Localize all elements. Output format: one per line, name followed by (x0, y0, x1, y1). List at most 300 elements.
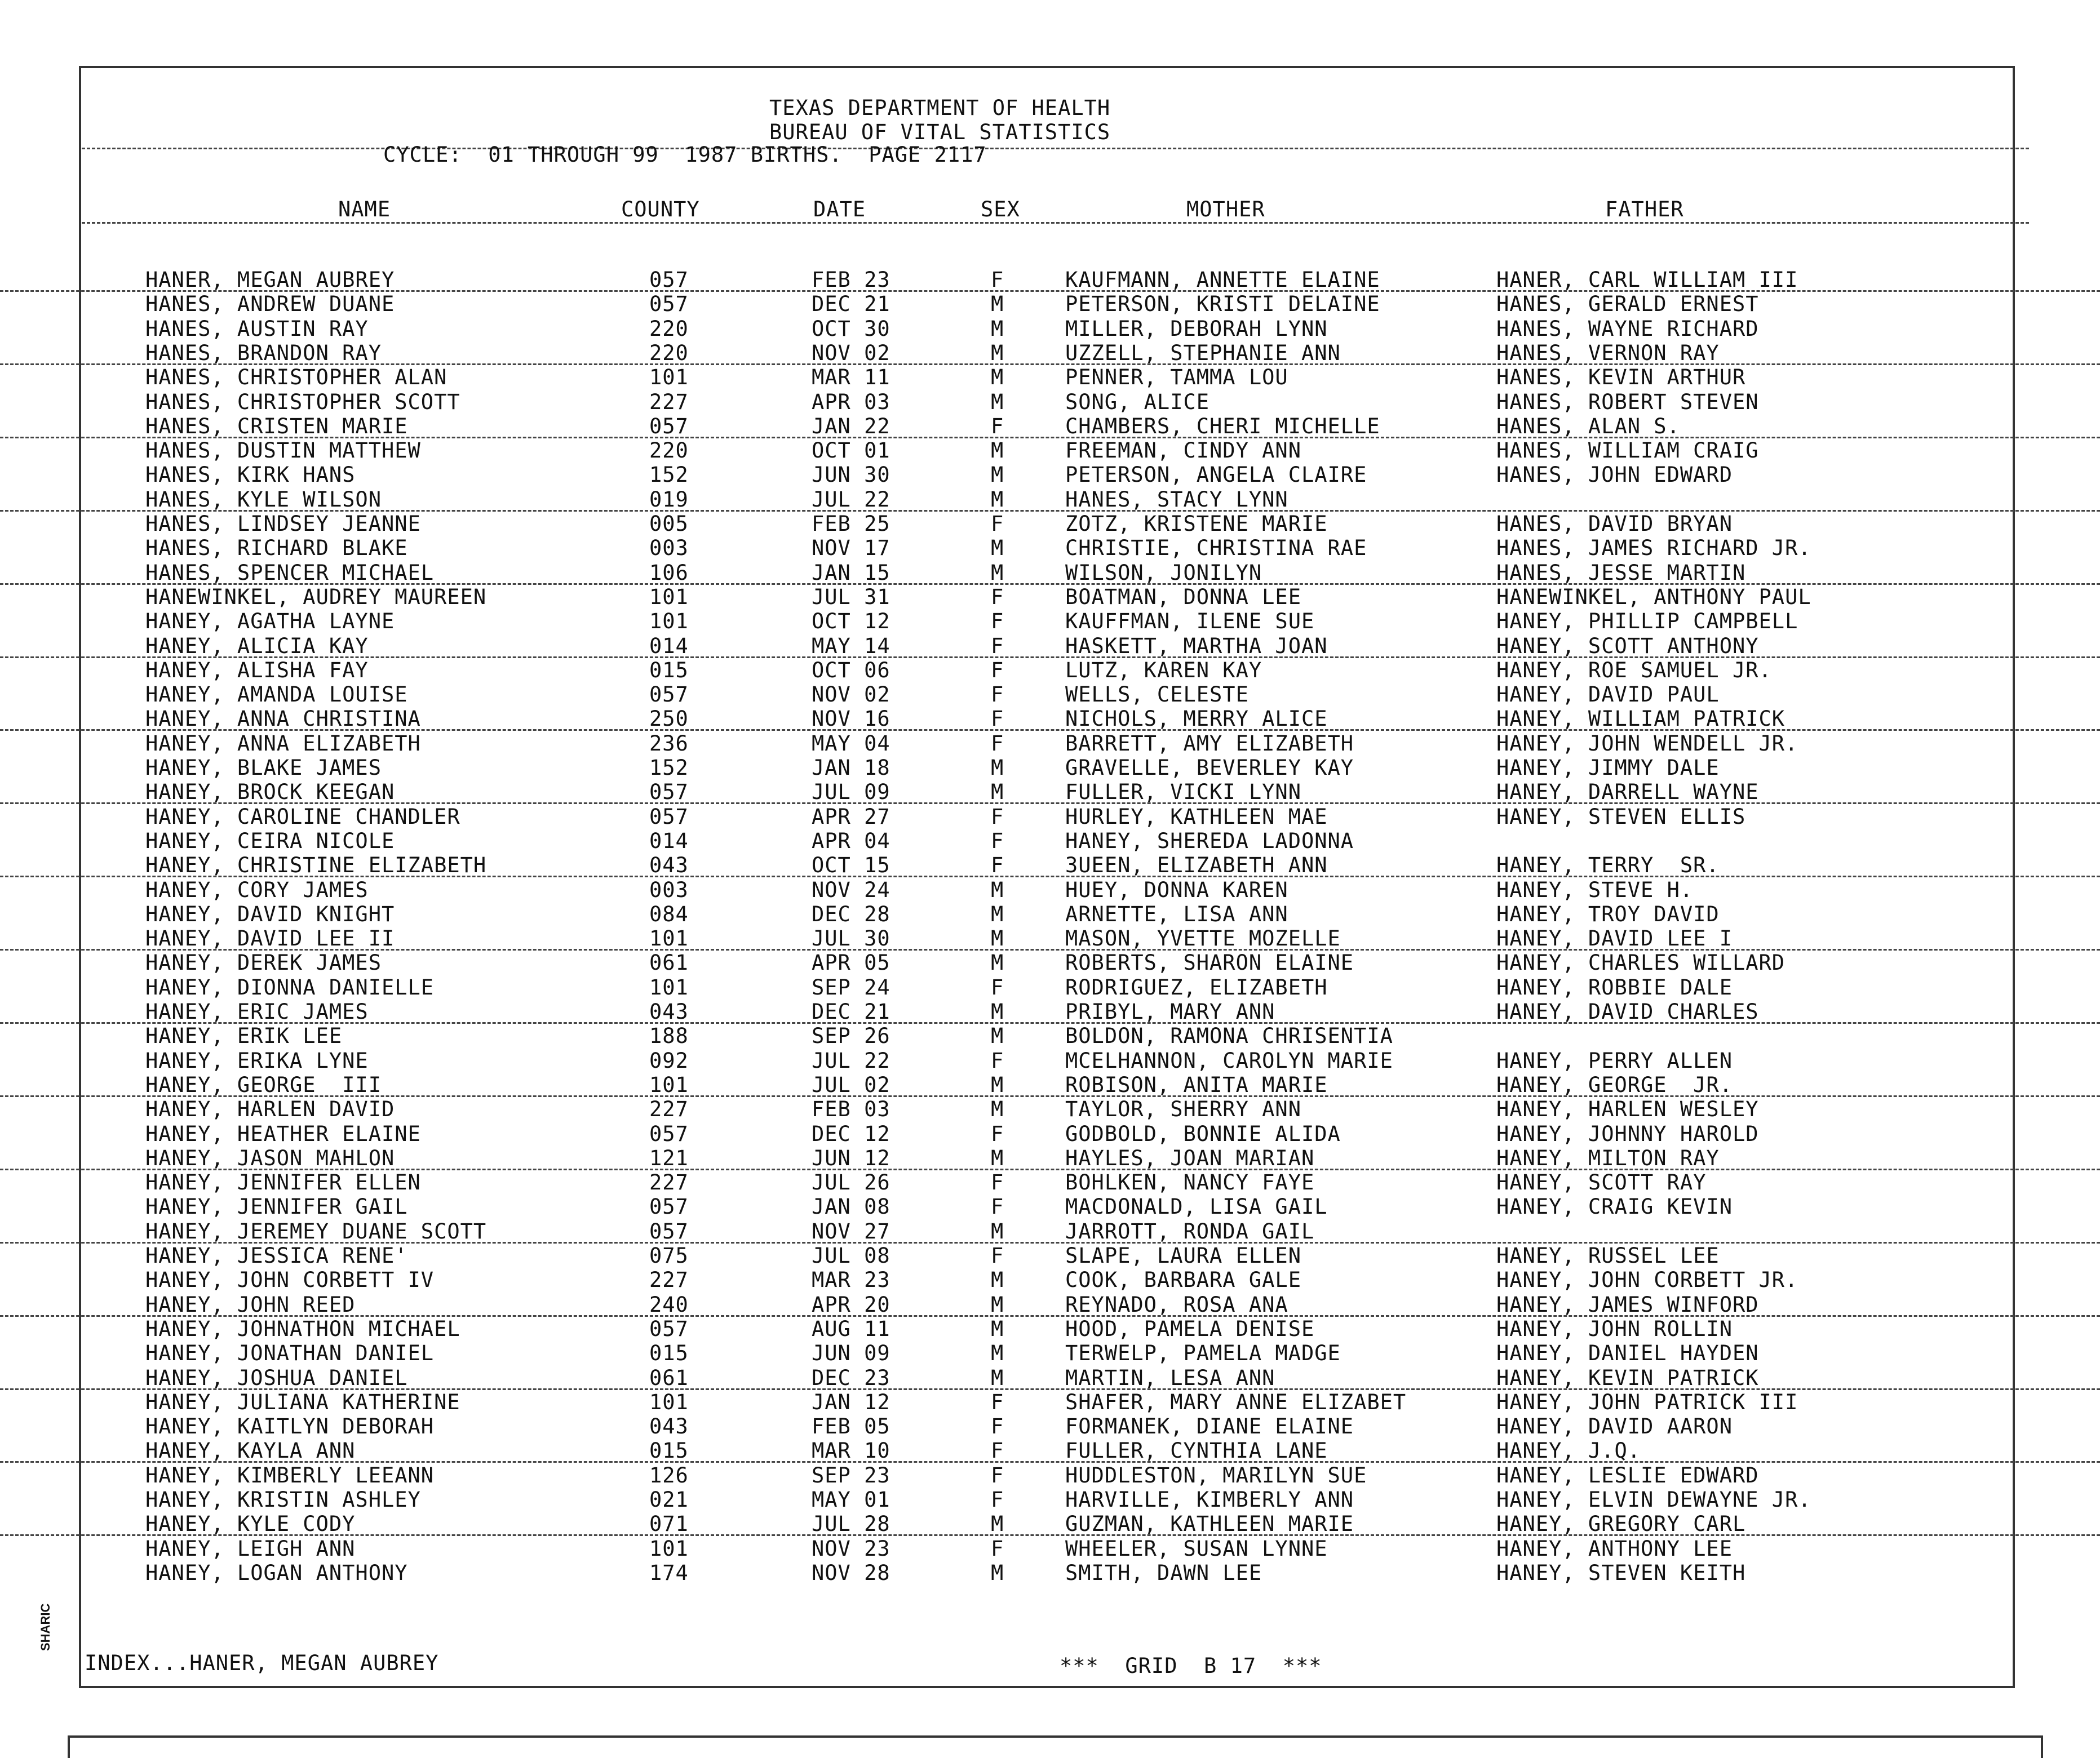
cell-name: HANEY, ERIKA LYNE (145, 1048, 369, 1073)
cell-county: 057 (649, 780, 689, 805)
cell-father: HANEY, ANTHONY LEE (1496, 1536, 1733, 1561)
table-row (0, 1439, 2100, 1463)
table-row (0, 951, 2100, 975)
cell-county: 057 (649, 1121, 689, 1146)
cell-sex: F (991, 512, 1004, 536)
cell-sex: M (991, 1316, 1004, 1341)
cell-mother: PETERSON, KRISTI DELAINE (1065, 292, 1380, 317)
cell-county: 220 (649, 340, 689, 365)
cycle-line: CYCLE: 01 THROUGH 99 1987 BIRTHS. PAGE 2117 (383, 143, 987, 167)
cell-county: 227 (649, 1097, 689, 1122)
cell-sex: F (991, 853, 1004, 878)
cell-county: 014 (649, 633, 689, 658)
cell-county: 101 (649, 365, 689, 390)
cell-father: HANES, KEVIN ARTHUR (1496, 365, 1746, 390)
cell-date: OCT 06 (812, 658, 890, 682)
col-header-father: FATHER (1605, 197, 1684, 221)
cell-county: 101 (649, 584, 689, 609)
index-line: INDEX...HANER, MEGAN AUBREY (85, 1651, 439, 1675)
table-row (0, 780, 2100, 804)
cell-name: HANEY, BLAKE JAMES (145, 756, 382, 780)
cell-county: 043 (649, 1414, 689, 1439)
cell-county: 250 (649, 707, 689, 731)
cell-father: HANES, ALAN S. (1496, 414, 1680, 438)
cell-county: 084 (649, 902, 689, 926)
cell-sex: M (991, 487, 1004, 512)
cell-father: HANEY, MILTON RAY (1496, 1146, 1720, 1170)
cell-county: 057 (649, 682, 689, 707)
cell-name: HANEY, ERIC JAMES (145, 1000, 369, 1024)
cell-date: NOV 02 (812, 682, 890, 707)
cell-name: HANEY, AMANDA LOUISE (145, 682, 408, 707)
table-row (0, 1366, 2100, 1390)
cell-sex: M (991, 877, 1004, 902)
cell-mother: 3UEEN, ELIZABETH ANN (1065, 853, 1328, 878)
cell-sex: F (991, 1048, 1004, 1073)
cell-father: HANEY, DAVID CHARLES (1496, 1000, 1759, 1024)
col-header-sex: SEX (981, 197, 1020, 221)
cell-name: HANEWINKEL, AUDREY MAUREEN (145, 584, 487, 609)
cell-date: JAN 22 (812, 414, 890, 438)
table-row (0, 731, 2100, 756)
table-row (0, 365, 2100, 389)
cell-sex: F (991, 658, 1004, 682)
cell-sex: F (991, 731, 1004, 756)
cell-mother: FORMANEK, DIANE ELAINE (1065, 1414, 1354, 1439)
cell-father: HANEY, ROBBIE DALE (1496, 975, 1733, 1000)
table-row (0, 902, 2100, 926)
cell-date: JUL 31 (812, 584, 890, 609)
cell-father: HANEY, JAMES WINFORD (1496, 1292, 1759, 1317)
cell-mother: CHRISTIE, CHRISTINA RAE (1065, 536, 1367, 561)
cell-name: HANES, CHRISTOPHER SCOTT (145, 389, 460, 414)
cell-date: JAN 08 (812, 1195, 890, 1219)
cell-name: HANEY, LOGAN ANTHONY (145, 1560, 408, 1585)
table-row (0, 1537, 2100, 1561)
table-row (0, 658, 2100, 682)
cell-sex: F (991, 414, 1004, 438)
cell-date: JUL 08 (812, 1244, 890, 1268)
cell-mother: SHAFER, MARY ANNE ELIZABET (1065, 1389, 1407, 1414)
cell-county: 057 (649, 414, 689, 438)
table-row (0, 463, 2100, 487)
cell-father: HANEY, DAVID AARON (1496, 1414, 1733, 1439)
table-row (0, 317, 2100, 341)
table-row (0, 1049, 2100, 1073)
cell-mother: HURLEY, KATHLEEN MAE (1065, 804, 1328, 829)
cell-sex: M (991, 292, 1004, 317)
cell-county: 014 (649, 828, 689, 853)
cell-date: OCT 01 (812, 438, 890, 463)
cell-date: APR 20 (812, 1292, 890, 1317)
cell-mother: MACDONALD, LISA GAIL (1065, 1195, 1328, 1219)
cell-name: HANEY, LEIGH ANN (145, 1536, 356, 1561)
cell-mother: FREEMAN, CINDY ANN (1065, 438, 1301, 463)
cell-date: APR 04 (812, 828, 890, 853)
cell-mother: ROBISON, ANITA MARIE (1065, 1072, 1328, 1097)
cell-name: HANES, ANDREW DUANE (145, 292, 395, 317)
table-row (0, 585, 2100, 609)
cell-name: HANEY, DAVID KNIGHT (145, 902, 395, 926)
cell-sex: M (991, 1072, 1004, 1097)
cell-date: JUL 22 (812, 487, 890, 512)
cell-date: NOV 24 (812, 877, 890, 902)
cell-name: HANEY, JENNIFER ELLEN (145, 1170, 421, 1195)
cell-name: HANES, SPENCER MICHAEL (145, 560, 435, 585)
table-row (0, 1170, 2100, 1195)
cell-date: FEB 23 (812, 268, 890, 292)
cell-sex: M (991, 389, 1004, 414)
cell-date: DEC 21 (812, 1000, 890, 1024)
cell-date: SEP 24 (812, 975, 890, 1000)
cell-father: HANEY, JOHN CORBETT JR. (1496, 1268, 1798, 1293)
cell-name: HANES, CHRISTOPHER ALAN (145, 365, 448, 390)
cell-name: HANEY, JESSICA RENE' (145, 1244, 408, 1268)
cell-mother: SONG, ALICE (1065, 389, 1210, 414)
cell-sex: M (991, 1146, 1004, 1170)
table-row (0, 1317, 2100, 1341)
cell-name: HANEY, KRISTIN ASHLEY (145, 1488, 421, 1512)
cell-name: HANEY, ALISHA FAY (145, 658, 369, 682)
cell-father: HANEY, TROY DAVID (1496, 902, 1720, 926)
cell-date: AUG 11 (812, 1316, 890, 1341)
table-row (0, 1341, 2100, 1365)
table-row (0, 292, 2100, 316)
cell-mother: PETERSON, ANGELA CLAIRE (1065, 463, 1367, 487)
cell-mother: PRIBYL, MARY ANN (1065, 1000, 1275, 1024)
cell-county: 015 (649, 658, 689, 682)
cell-date: JUN 30 (812, 463, 890, 487)
cell-date: JUL 22 (812, 1048, 890, 1073)
cell-sex: M (991, 340, 1004, 365)
cell-county: 003 (649, 877, 689, 902)
cell-county: 227 (649, 1268, 689, 1293)
cell-name: HANEY, DAVID LEE II (145, 926, 395, 951)
cell-sex: M (991, 1219, 1004, 1244)
cell-father: HANEY, CHARLES WILLARD (1496, 951, 1786, 975)
cell-father: HANEY, ELVIN DEWAYNE JR. (1496, 1488, 1811, 1512)
cell-name: HANER, MEGAN AUBREY (145, 268, 395, 292)
cell-date: OCT 15 (812, 853, 890, 878)
cell-mother: HANEY, SHEREDA LADONNA (1065, 828, 1354, 853)
cell-sex: M (991, 756, 1004, 780)
cell-sex: M (991, 1512, 1004, 1537)
cell-county: 043 (649, 1000, 689, 1024)
cell-date: DEC 28 (812, 902, 890, 926)
cell-name: HANEY, KAITLYN DEBORAH (145, 1414, 435, 1439)
table-row (0, 756, 2100, 780)
table-row (0, 1488, 2100, 1512)
cell-mother: ROBERTS, SHARON ELAINE (1065, 951, 1354, 975)
cell-date: MAY 14 (812, 633, 890, 658)
cell-mother: HASKETT, MARTHA JOAN (1065, 633, 1328, 658)
cell-mother: WELLS, CELESTE (1065, 682, 1249, 707)
cell-date: DEC 21 (812, 292, 890, 317)
cell-date: NOV 16 (812, 707, 890, 731)
table-row (0, 1268, 2100, 1292)
table-row (0, 341, 2100, 365)
cell-date: SEP 26 (812, 1024, 890, 1049)
cell-father: HANEY, LESLIE EDWARD (1496, 1463, 1759, 1488)
cell-father: HANEY, STEVE H. (1496, 877, 1694, 902)
cell-date: MAY 04 (812, 731, 890, 756)
cell-sex: F (991, 707, 1004, 731)
cell-name: HANES, DUSTIN MATTHEW (145, 438, 421, 463)
table-row (0, 1244, 2100, 1268)
cell-mother: WILSON, JONILYN (1065, 560, 1262, 585)
col-header-date: DATE (813, 197, 866, 221)
table-row (0, 1146, 2100, 1170)
cell-date: MAR 11 (812, 365, 890, 390)
cell-sex: M (991, 1365, 1004, 1390)
table-row (0, 1293, 2100, 1317)
col-header-county: COUNTY (621, 197, 700, 221)
cell-father: HANES, JESSE MARTIN (1496, 560, 1746, 585)
cell-father: HANES, WILLIAM CRAIG (1496, 438, 1759, 463)
cell-father: HANES, ROBERT STEVEN (1496, 389, 1759, 414)
cell-county: 101 (649, 1072, 689, 1097)
cell-mother: TERWELP, PAMELA MADGE (1065, 1341, 1341, 1366)
cell-sex: F (991, 1195, 1004, 1219)
cell-name: HANEY, JOHNATHON MICHAEL (145, 1316, 460, 1341)
table-row (0, 1000, 2100, 1024)
col-header-name: NAME (338, 197, 391, 221)
cell-county: 015 (649, 1439, 689, 1463)
cell-father: HANEY, PERRY ALLEN (1496, 1048, 1733, 1073)
cell-date: JUN 12 (812, 1146, 890, 1170)
table-row (0, 487, 2100, 512)
cell-name: HANES, RICHARD BLAKE (145, 536, 408, 561)
cell-mother: LUTZ, KAREN KAY (1065, 658, 1262, 682)
cell-sex: F (991, 584, 1004, 609)
cell-father: HANEY, PHILLIP CAMPBELL (1496, 609, 1798, 634)
table-row (0, 438, 2100, 463)
cell-county: 057 (649, 1219, 689, 1244)
cell-sex: F (991, 1488, 1004, 1512)
cell-date: NOV 23 (812, 1536, 890, 1561)
cell-name: HANEY, CORY JAMES (145, 877, 369, 902)
cell-name: HANEY, GEORGE III (145, 1072, 382, 1097)
cell-name: HANES, AUSTIN RAY (145, 316, 369, 341)
cell-name: HANEY, KYLE CODY (145, 1512, 356, 1537)
cell-mother: HUDDLESTON, MARILYN SUE (1065, 1463, 1367, 1488)
cell-sex: M (991, 463, 1004, 487)
cell-mother: TAYLOR, SHERRY ANN (1065, 1097, 1301, 1122)
cell-county: 019 (649, 487, 689, 512)
cell-county: 061 (649, 951, 689, 975)
cell-county: 043 (649, 853, 689, 878)
cell-mother: JARROTT, RONDA GAIL (1065, 1219, 1315, 1244)
cell-county: 101 (649, 609, 689, 634)
cell-sex: F (991, 682, 1004, 707)
cell-sex: M (991, 365, 1004, 390)
table-row (0, 390, 2100, 414)
cell-mother: PENNER, TAMMA LOU (1065, 365, 1288, 390)
cell-sex: F (991, 1389, 1004, 1414)
cell-name: HANES, LINDSEY JEANNE (145, 512, 421, 536)
cell-date: MAY 01 (812, 1488, 890, 1512)
cell-father: HANEY, DAVID PAUL (1496, 682, 1720, 707)
cell-father: HANEY, JOHNNY HAROLD (1496, 1121, 1759, 1146)
cell-sex: M (991, 560, 1004, 585)
cell-father: HANEWINKEL, ANTHONY PAUL (1496, 584, 1811, 609)
cell-sex: M (991, 1341, 1004, 1366)
bureau-title: BUREAU OF VITAL STATISTICS (769, 120, 1111, 144)
cell-date: DEC 12 (812, 1121, 890, 1146)
cell-county: 152 (649, 463, 689, 487)
table-row (0, 1097, 2100, 1121)
cell-name: HANES, CRISTEN MARIE (145, 414, 408, 438)
cell-county: 227 (649, 389, 689, 414)
cell-father: HANEY, CRAIG KEVIN (1496, 1195, 1733, 1219)
cell-sex: F (991, 633, 1004, 658)
cell-date: JAN 12 (812, 1389, 890, 1414)
cell-county: 101 (649, 926, 689, 951)
cell-sex: M (991, 1560, 1004, 1585)
cell-father: HANEY, GREGORY CARL (1496, 1512, 1746, 1537)
cell-county: 071 (649, 1512, 689, 1537)
cell-mother: MARTIN, LESA ANN (1065, 1365, 1275, 1390)
cell-father: HANEY, JOHN ROLLIN (1496, 1316, 1733, 1341)
cell-sex: M (991, 1024, 1004, 1049)
cell-name: HANEY, ERIK LEE (145, 1024, 343, 1049)
cell-sex: F (991, 1121, 1004, 1146)
cell-mother: ZOTZ, KRISTENE MARIE (1065, 512, 1328, 536)
cell-father: HANEY, RUSSEL LEE (1496, 1244, 1720, 1268)
cell-county: 061 (649, 1365, 689, 1390)
cell-date: JUL 09 (812, 780, 890, 805)
cell-mother: HUEY, DONNA KAREN (1065, 877, 1288, 902)
table-row (0, 853, 2100, 877)
cell-mother: NICHOLS, MERRY ALICE (1065, 707, 1328, 731)
cell-county: 106 (649, 560, 689, 585)
cell-father: HANEY, JOHN PATRICK III (1496, 1389, 1798, 1414)
cell-county: 092 (649, 1048, 689, 1073)
cell-mother: FULLER, VICKI LYNN (1065, 780, 1301, 805)
table-row (0, 634, 2100, 658)
side-label: SHARIC (38, 1603, 52, 1651)
cell-name: HANEY, HARLEN DAVID (145, 1097, 395, 1122)
cell-date: OCT 12 (812, 609, 890, 634)
cell-name: HANEY, JEREMEY DUANE SCOTT (145, 1219, 487, 1244)
table-row (0, 829, 2100, 853)
cell-sex: F (991, 1170, 1004, 1195)
table-row (0, 805, 2100, 829)
cell-mother: GUZMAN, KATHLEEN MARIE (1065, 1512, 1354, 1537)
cell-county: 057 (649, 292, 689, 317)
cell-father: HANES, GERALD ERNEST (1496, 292, 1759, 317)
cell-date: FEB 03 (812, 1097, 890, 1122)
cell-sex: F (991, 268, 1004, 292)
cell-mother: HANES, STACY LYNN (1065, 487, 1288, 512)
table-row (0, 1219, 2100, 1244)
cell-county: 152 (649, 756, 689, 780)
table-row (0, 1073, 2100, 1097)
table-row (0, 609, 2100, 633)
grid-label: *** GRID B 17 *** (1060, 1654, 1322, 1678)
cell-father: HANEY, DANIEL HAYDEN (1496, 1341, 1759, 1366)
cell-mother: MILLER, DEBORAH LYNN (1065, 316, 1328, 341)
cell-county: 126 (649, 1463, 689, 1488)
cell-sex: M (991, 316, 1004, 341)
cell-mother: KAUFFMAN, ILENE SUE (1065, 609, 1315, 634)
cell-name: HANEY, ANNA ELIZABETH (145, 731, 421, 756)
cell-county: 057 (649, 1316, 689, 1341)
cell-date: NOV 28 (812, 1560, 890, 1585)
cell-name: HANEY, CHRISTINE ELIZABETH (145, 853, 487, 878)
cell-date: DEC 23 (812, 1365, 890, 1390)
cell-name: HANEY, JOHN CORBETT IV (145, 1268, 435, 1293)
cell-father: HANEY, STEVEN KEITH (1496, 1560, 1746, 1585)
cell-sex: M (991, 926, 1004, 951)
table-row (0, 707, 2100, 731)
cell-sex: F (991, 828, 1004, 853)
agency-title: TEXAS DEPARTMENT OF HEALTH (769, 96, 1111, 120)
cell-mother: GODBOLD, BONNIE ALIDA (1065, 1121, 1341, 1146)
table-row (0, 1561, 2100, 1585)
cell-mother: WHEELER, SUSAN LYNNE (1065, 1536, 1328, 1561)
cell-date: JAN 18 (812, 756, 890, 780)
cell-father: HANEY, JOHN WENDELL JR. (1496, 731, 1798, 756)
cell-mother: BOHLKEN, NANCY FAYE (1065, 1170, 1315, 1195)
cell-name: HANEY, JOSHUA DANIEL (145, 1365, 408, 1390)
cell-mother: KAUFMANN, ANNETTE ELAINE (1065, 268, 1380, 292)
cell-mother: BOLDON, RAMONA CHRISENTIA (1065, 1024, 1393, 1049)
cell-name: HANEY, AGATHA LAYNE (145, 609, 395, 634)
cell-date: JUL 28 (812, 1512, 890, 1537)
cell-mother: CHAMBERS, CHERI MICHELLE (1065, 414, 1380, 438)
col-header-mother: MOTHER (1186, 197, 1265, 221)
table-row (0, 1414, 2100, 1439)
cell-father: HANES, DAVID BRYAN (1496, 512, 1733, 536)
cell-father: HANEY, KEVIN PATRICK (1496, 1365, 1759, 1390)
cell-name: HANEY, HEATHER ELAINE (145, 1121, 421, 1146)
table-row (0, 926, 2100, 951)
cell-mother: BOATMAN, DONNA LEE (1065, 584, 1301, 609)
cell-sex: M (991, 536, 1004, 561)
cell-sex: F (991, 1463, 1004, 1488)
cell-sex: M (991, 1292, 1004, 1317)
table-row (0, 1512, 2100, 1536)
cell-father: HANES, JAMES RICHARD JR. (1496, 536, 1811, 561)
table-row (0, 268, 2100, 292)
cell-sex: M (991, 902, 1004, 926)
cell-date: APR 03 (812, 389, 890, 414)
cell-father: HANEY, ROE SAMUEL JR. (1496, 658, 1772, 682)
cell-name: HANEY, CAROLINE CHANDLER (145, 804, 460, 829)
table-row (0, 561, 2100, 585)
cell-mother: GRAVELLE, BEVERLEY KAY (1065, 756, 1354, 780)
cell-date: NOV 27 (812, 1219, 890, 1244)
cell-father: HANEY, J.Q. (1496, 1439, 1641, 1463)
cell-mother: COOK, BARBARA GALE (1065, 1268, 1301, 1293)
cell-county: 101 (649, 1389, 689, 1414)
cell-sex: M (991, 951, 1004, 975)
cell-father: HANEY, WILLIAM PATRICK (1496, 707, 1786, 731)
table-row (0, 1463, 2100, 1488)
cell-county: 236 (649, 731, 689, 756)
cell-name: HANES, KIRK HANS (145, 463, 356, 487)
cell-sex: F (991, 975, 1004, 1000)
cell-county: 240 (649, 1292, 689, 1317)
cell-county: 005 (649, 512, 689, 536)
cell-mother: SLAPE, LAURA ELLEN (1065, 1244, 1301, 1268)
cell-county: 075 (649, 1244, 689, 1268)
cell-father: HANEY, STEVEN ELLIS (1496, 804, 1746, 829)
cell-sex: F (991, 609, 1004, 634)
cell-father: HANEY, GEORGE JR. (1496, 1072, 1733, 1097)
cell-father: HANEY, SCOTT ANTHONY (1496, 633, 1759, 658)
